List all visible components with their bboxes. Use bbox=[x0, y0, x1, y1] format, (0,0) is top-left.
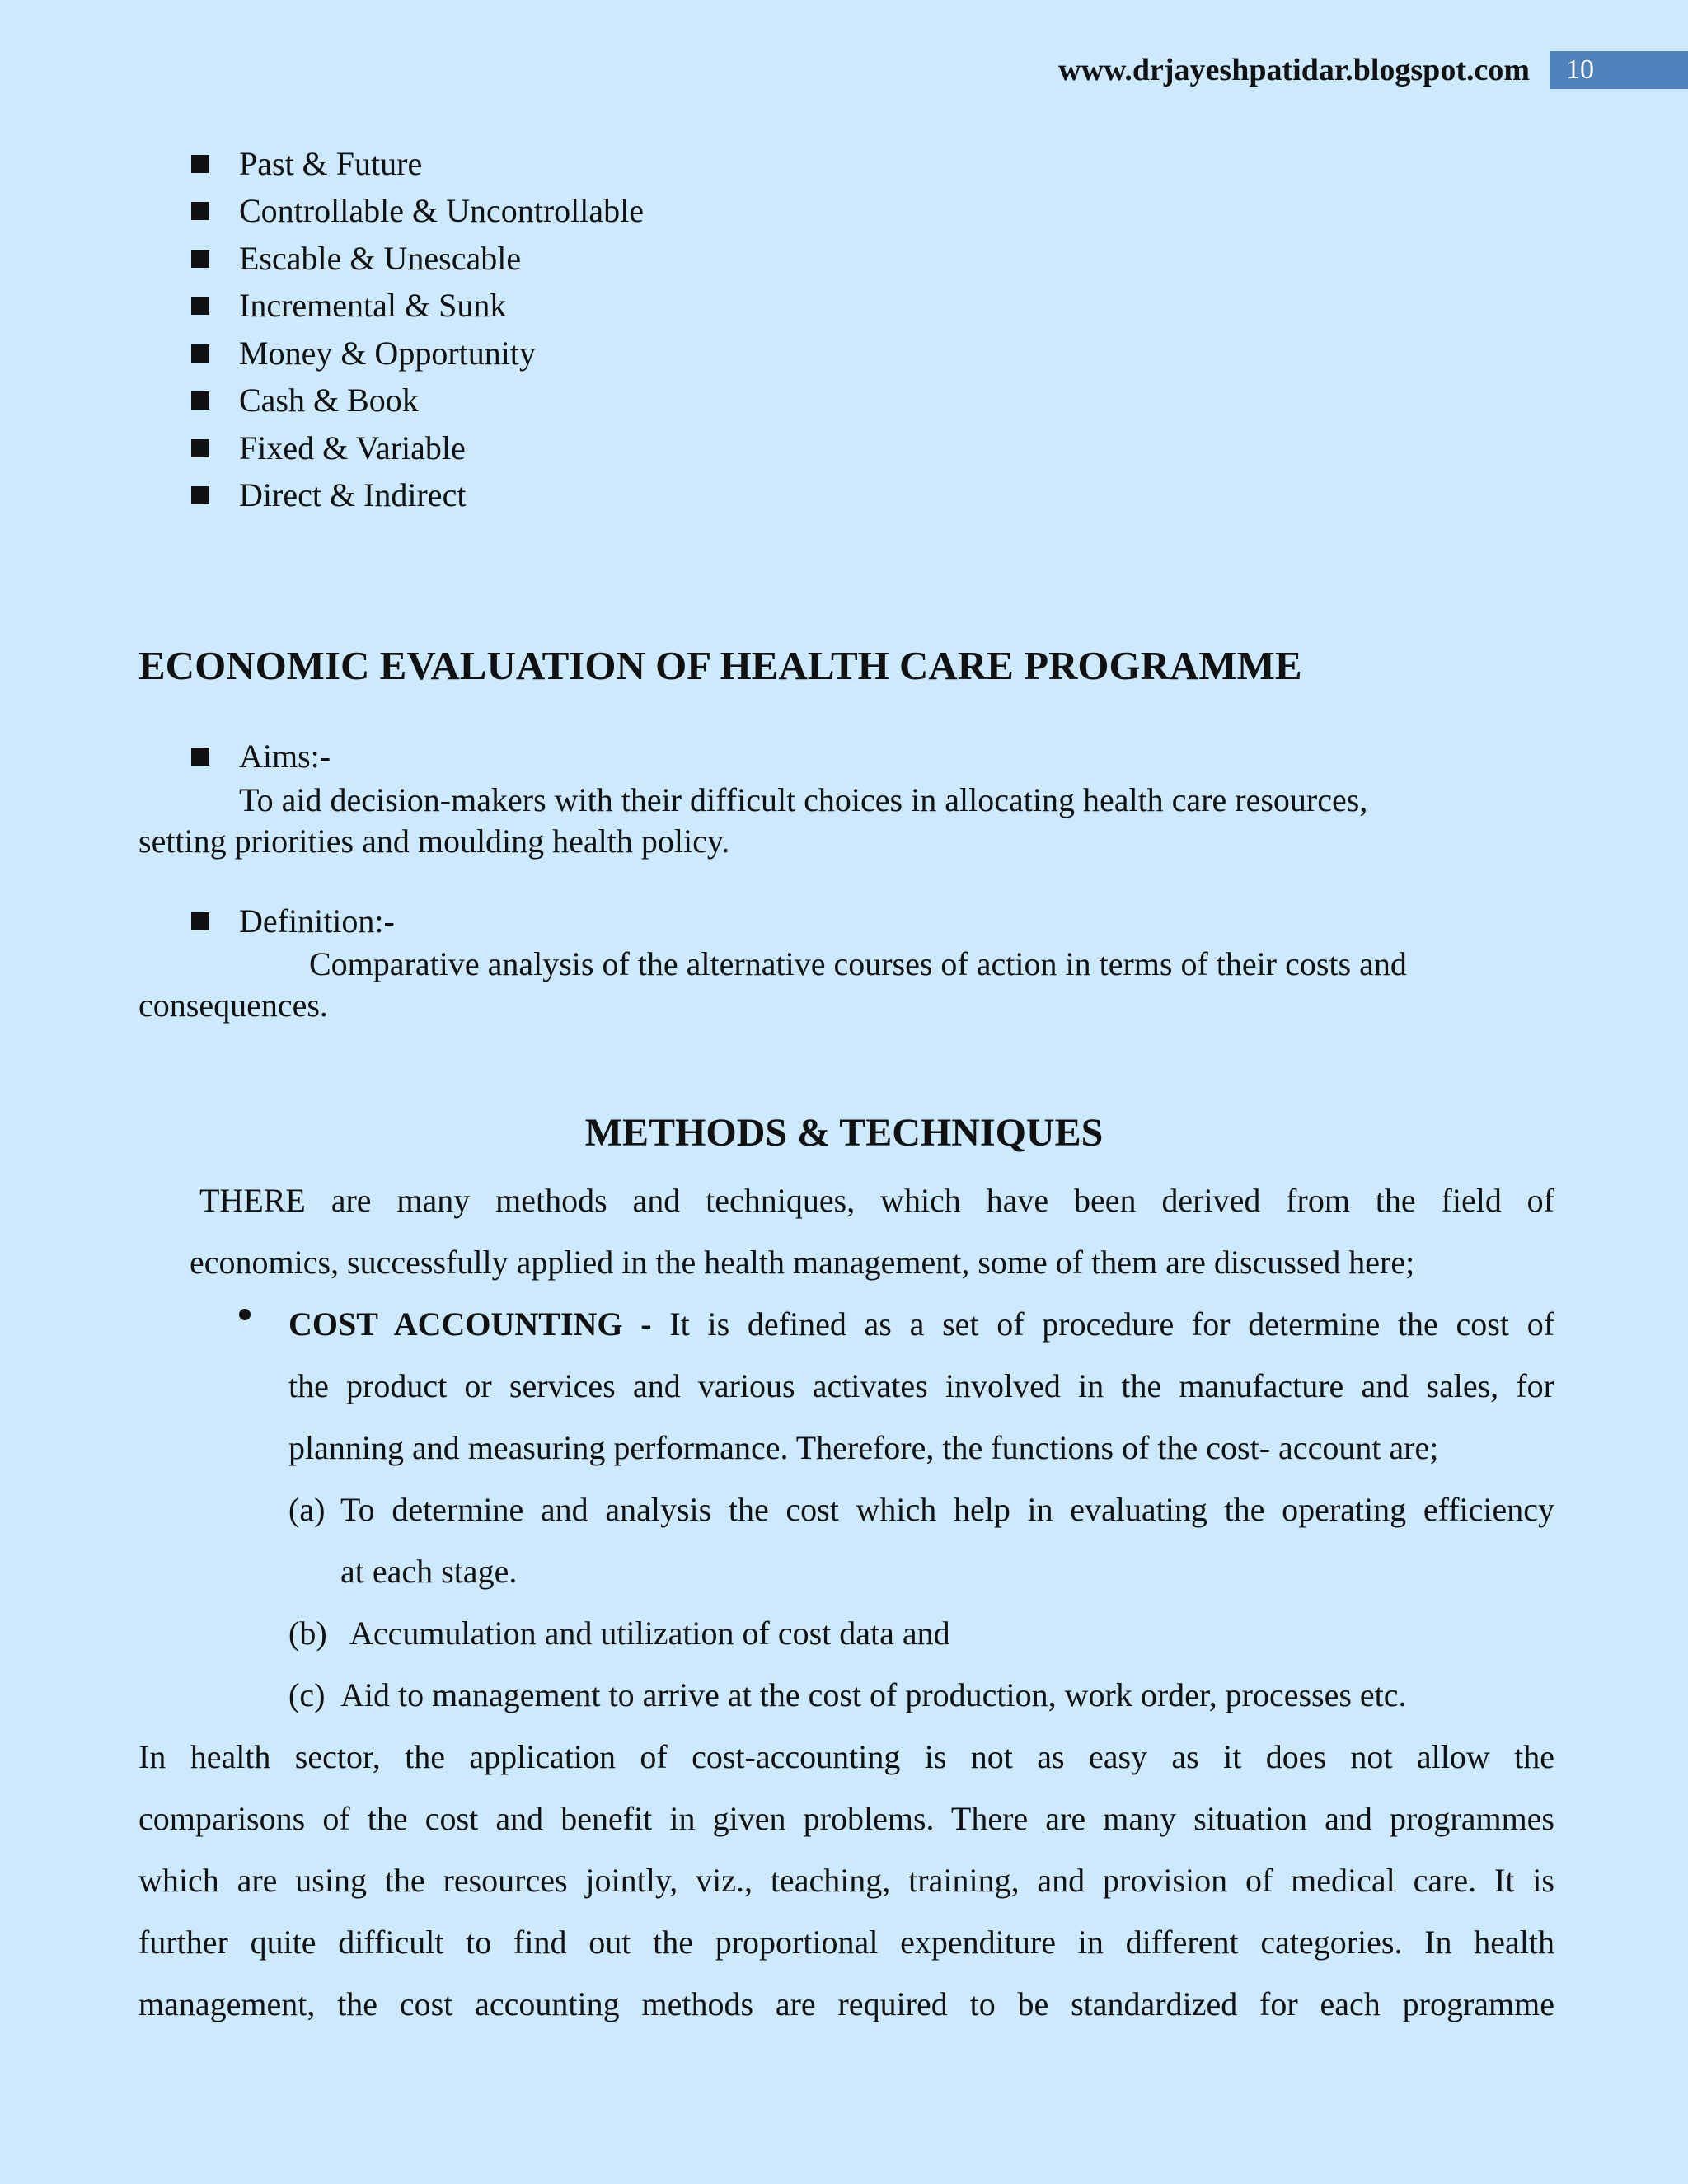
square-bullet-icon bbox=[191, 439, 209, 457]
square-bullet-icon bbox=[191, 344, 209, 363]
list-item: Fixed & Variable bbox=[191, 424, 644, 472]
list-item: Past & Future bbox=[191, 140, 644, 188]
aims-text-line-2: setting priorities and moulding health policy. bbox=[138, 823, 730, 860]
list-item: Escable & Unescable bbox=[191, 235, 644, 283]
square-bullet-icon bbox=[191, 748, 209, 766]
function-marker-c: (c) bbox=[288, 1676, 326, 1713]
closing-line-2: comparisons of the cost and benefit in given problems. There are many situation and programmes bbox=[138, 1800, 1554, 1837]
cost-accounting-line-3: planning and measuring performance. Therefore, the functions of the cost- account are; bbox=[288, 1429, 1439, 1466]
square-bullet-icon bbox=[191, 486, 209, 504]
function-marker-b: (b) bbox=[288, 1615, 327, 1652]
square-bullet-icon bbox=[191, 297, 209, 315]
methods-intro-line-2: economics, successfully applied in the health management, some of them are discussed here; bbox=[190, 1244, 1415, 1281]
aims-label: Aims:- bbox=[239, 738, 331, 775]
square-bullet-icon bbox=[191, 155, 209, 173]
closing-line-4: further quite difficult to find out the proportional expenditure in different categories. In health bbox=[138, 1924, 1554, 1961]
square-bullet-icon bbox=[191, 391, 209, 410]
square-bullet-icon bbox=[191, 912, 209, 930]
square-bullet-icon bbox=[191, 202, 209, 220]
definition-item bbox=[191, 901, 395, 942]
page-number-badge: 10 bbox=[1550, 51, 1688, 89]
closing-line-3: which are using the resources jointly, viz., teaching, training, and provision of medical care. It is bbox=[138, 1862, 1554, 1899]
methods-heading: METHODS & TECHNIQUES bbox=[584, 1111, 1104, 1155]
function-a-line-1: To determine and analysis the cost which help in evaluating the operating efficiency bbox=[340, 1491, 1554, 1528]
square-bullet-icon bbox=[191, 250, 209, 268]
header-url: www.drjayeshpatidar.blogspot.com bbox=[1058, 53, 1530, 87]
function-c-text: Aid to management to arrive at the cost of production, work order, processes etc. bbox=[340, 1676, 1407, 1713]
cost-accounting-line-2: the product or services and various activates involved in the manufacture and sales, for bbox=[288, 1367, 1554, 1404]
section-heading: ECONOMIC EVALUATION OF HEALTH CARE PROGRAMME bbox=[138, 643, 1302, 688]
round-bullet-icon bbox=[239, 1309, 251, 1320]
cost-types-list bbox=[191, 140, 644, 519]
function-b-text: Accumulation and utilization of cost data and bbox=[349, 1615, 950, 1652]
closing-line-1: In health sector, the application of cost-accounting is not as easy as it does not allow the bbox=[138, 1738, 1554, 1775]
closing-line-5: management, the cost accounting methods are required to be standardized for each programme bbox=[138, 1985, 1554, 2022]
methods-intro-line-1: THERE are many methods and techniques, which have been derived from the field of bbox=[199, 1182, 1554, 1219]
function-marker-a: (a) bbox=[288, 1491, 326, 1528]
definition-label: Definition:- bbox=[239, 902, 395, 940]
list-item: Cash & Book bbox=[191, 377, 644, 425]
list-item: Incremental & Sunk bbox=[191, 283, 644, 330]
aims-item bbox=[191, 736, 331, 777]
list-item: Direct & Indirect bbox=[191, 472, 644, 520]
list-item: Money & Opportunity bbox=[191, 330, 644, 377]
cost-accounting-line-1: COST ACCOUNTING - It is defined as a set of procedure for determine the cost of bbox=[288, 1305, 1555, 1343]
cost-accounting-term: COST ACCOUNTING - bbox=[288, 1305, 652, 1343]
list-item: Controllable & Uncontrollable bbox=[191, 188, 644, 236]
function-a-line-2: at each stage. bbox=[340, 1553, 518, 1590]
aims-text-line-1: To aid decision-makers with their difficult choices in allocating health care resources, bbox=[239, 781, 1368, 818]
definition-text-line-1: Comparative analysis of the alternative courses of action in terms of their costs and bbox=[309, 945, 1407, 982]
definition-text-line-2: consequences. bbox=[138, 987, 328, 1024]
